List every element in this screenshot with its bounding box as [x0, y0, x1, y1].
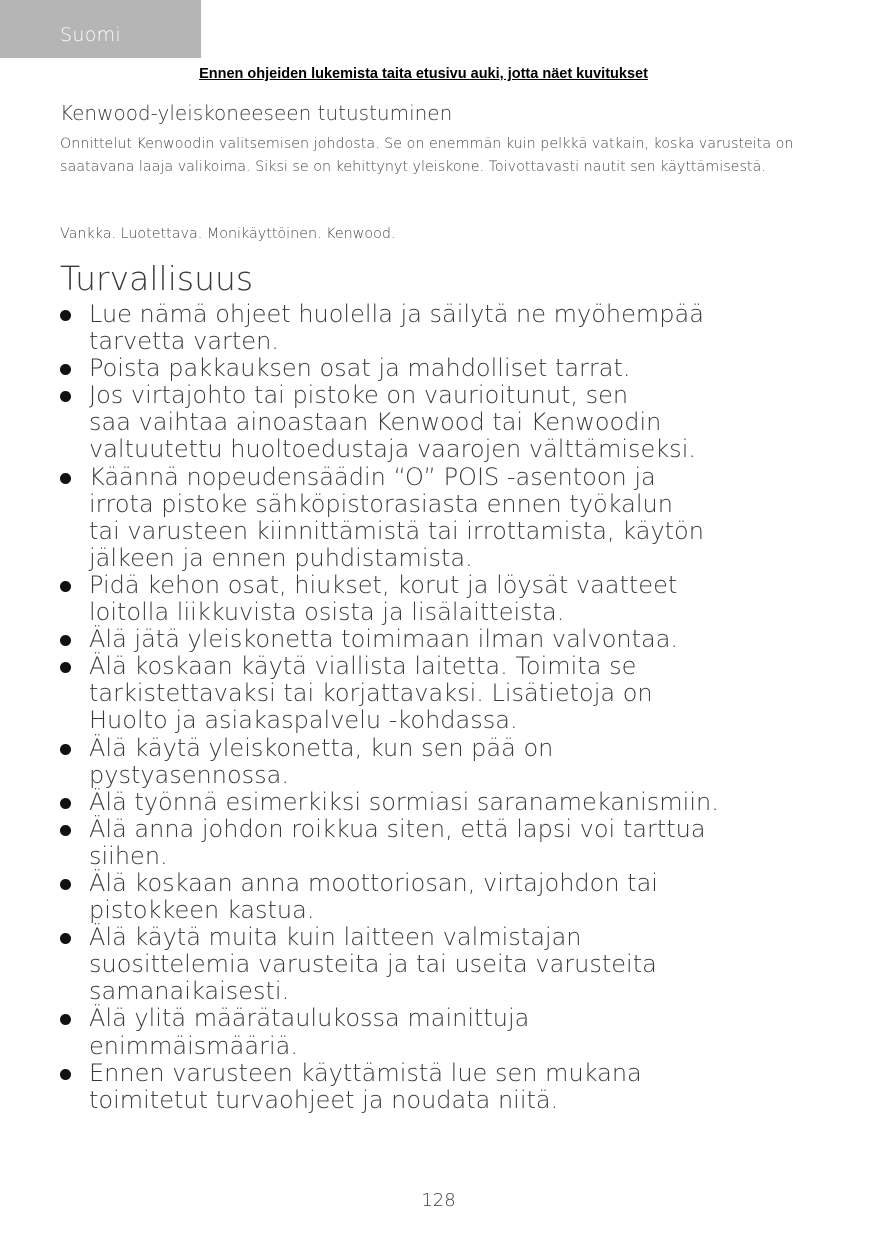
- safety-list: [60, 301, 850, 1114]
- language-tab: Suomi: [0, 0, 201, 58]
- intro-title: Kenwood-yleiskoneeseen tutustuminen: [60, 101, 453, 125]
- bullet-icon: [60, 310, 71, 321]
- safety-item: [60, 924, 850, 1005]
- safety-item: [60, 464, 850, 572]
- bullet-icon: [60, 391, 71, 402]
- bullet-icon: [60, 364, 71, 375]
- intro-body: Onnittelut Kenwoodin valitsemisen johdosta. Se on enemmän kuin pelkkä vatkain, koska varusteita on saatavana laaja valikoima. Siksi se on kehittynyt yleiskone. Toivottavasti nautit sen käyttämisestä.: [60, 136, 794, 175]
- safety-item: [60, 1005, 850, 1059]
- safety-item-text: Poista pakkauksen osat ja mahdolliset tarrat.: [89, 354, 631, 383]
- bullet-icon: [60, 879, 71, 890]
- safety-item: [60, 653, 850, 734]
- safety-item-text: Jos virtajohto tai pistoke on vaurioitunut, sen saa vaihtaa ainoastaan Kenwood tai Kenwoodin valtuutettu huoltoedustaja vaarojen välttämiseksi.: [89, 381, 696, 464]
- bullet-icon: [60, 744, 71, 755]
- safety-item-text: Älä jätä yleiskonetta toimimaan ilman valvontaa.: [89, 625, 679, 654]
- safety-item-text: Älä käytä muita kuin laitteen valmistajan suosittelemia varusteita ja tai useita varusteita samanaikaisesti.: [89, 923, 657, 1006]
- safety-item-text: Älä työnnä esimerkiksi sormiasi saranamekanismiin.: [89, 787, 719, 816]
- safety-item-text: Älä ylitä määrätaulukossa mainittuja enimmäismääriä.: [89, 1004, 530, 1060]
- bullet-icon: [60, 1014, 71, 1025]
- safety-item: [60, 572, 850, 626]
- safety-item-text: Älä koskaan anna moottoriosan, virtajohdon tai pistokkeen kastua.: [89, 868, 658, 925]
- safety-item-text: Älä käytä yleiskonetta, kun sen pää on pystyasennossa.: [89, 733, 554, 789]
- safety-title: Turvallisuus: [60, 259, 254, 298]
- fold-out-notice: Ennen ohjeiden lukemista taita etusivu auki, jotta näet kuvitukset: [199, 66, 648, 82]
- safety-item: [60, 626, 850, 653]
- bullet-icon: [60, 662, 71, 673]
- bullet-icon: [60, 635, 71, 646]
- safety-item: [60, 870, 850, 924]
- bullet-icon: [60, 933, 71, 944]
- safety-item: [60, 355, 850, 382]
- safety-item-text: Pidä kehon osat, hiukset, korut ja löysät vaatteet loitolla liikkuvista osista ja lisälaitteista.: [89, 570, 678, 627]
- slogan: Vankka. Luotettava. Monikäyttöinen. Kenwood.: [60, 226, 396, 242]
- safety-item: [60, 301, 850, 355]
- safety-item-text: Lue nämä ohjeet huolella ja säilytä ne myöhempää tarvetta varten.: [89, 300, 704, 356]
- page-number: 128: [421, 1190, 456, 1211]
- safety-item-text: Ennen varusteen käyttämistä lue sen mukana toimitetut turvaohjeet ja noudata niitä.: [89, 1058, 642, 1114]
- bullet-icon: [60, 798, 71, 809]
- safety-item: [60, 1060, 850, 1114]
- bullet-icon: [60, 825, 71, 836]
- bullet-icon: [60, 1069, 71, 1080]
- bullet-icon: [60, 581, 71, 592]
- safety-item: [60, 789, 850, 816]
- safety-item: [60, 382, 850, 463]
- safety-item-text: Käännä nopeudensäädin “O” POIS -asentoon ja irrota pistoke sähköpistorasiasta ennen työkalun tai varusteen kiinnittämistä tai irrottamista, käytön jälkeen ja ennen puhdistamista.: [89, 462, 704, 572]
- safety-item-text: Älä anna johdon roikkua siten, että lapsi voi tarttua siihen.: [89, 814, 706, 870]
- safety-item: [60, 816, 850, 870]
- safety-item: [60, 735, 850, 789]
- safety-item-text: Älä koskaan käytä viallista laitetta. Toimita se tarkistettavaksi tai korjattavaksi. Lisätietoja on Huolto ja asiakaspalvelu -kohdassa.: [89, 652, 653, 735]
- bullet-icon: [60, 473, 71, 484]
